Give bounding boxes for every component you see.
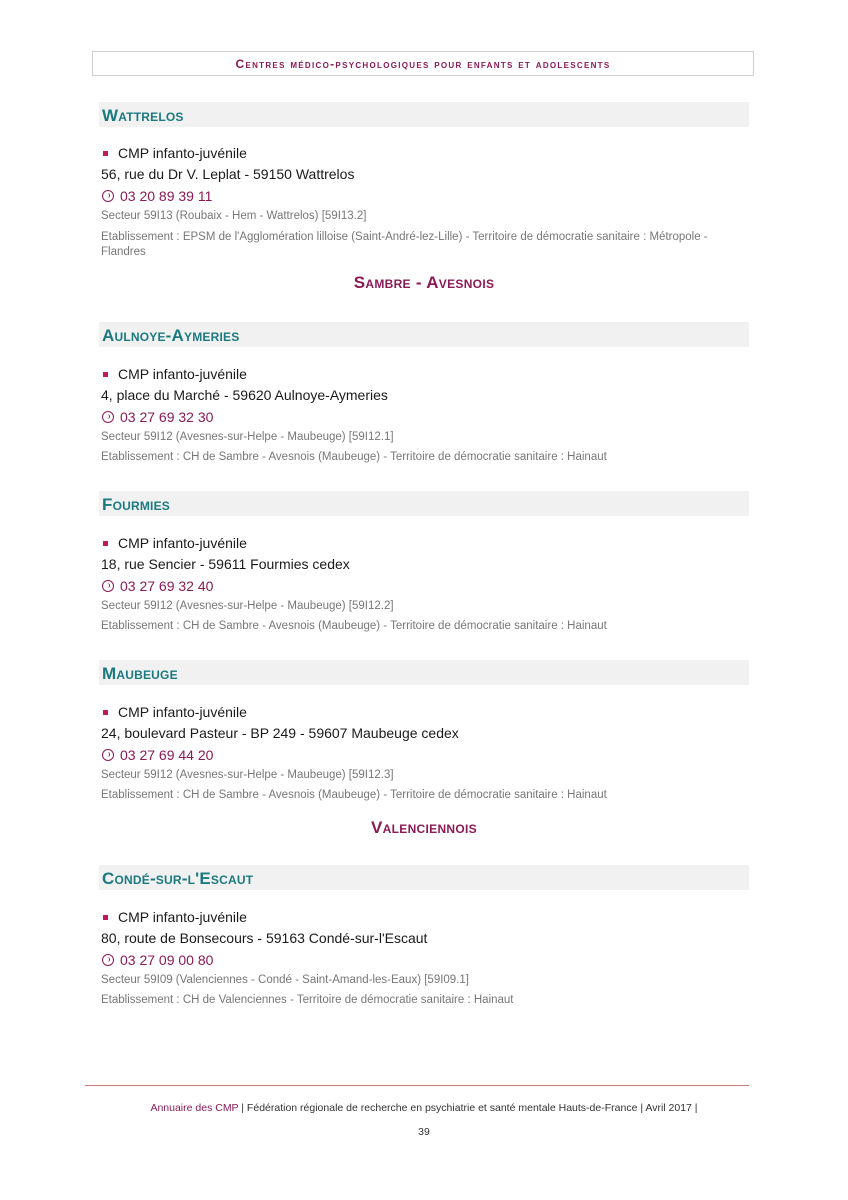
section-title-sambre: Sambre - Avesnois [353, 273, 495, 292]
bullet-icon [103, 372, 108, 377]
bullet-icon [103, 710, 108, 715]
phone-icon [102, 954, 114, 966]
entry-type-label: CMP infanto-juvénile [118, 909, 247, 925]
entry-address: 4, place du Marché - 59620 Aulnoye-Aymeries [101, 387, 388, 403]
phone-number[interactable]: 03 20 89 39 11 [120, 188, 213, 204]
city-heading-maubeuge [99, 660, 749, 685]
entry-address: 24, boulevard Pasteur - BP 249 - 59607 Maubeuge cedex [101, 725, 459, 741]
city-name: Condé-sur-l'Escaut [102, 869, 254, 888]
entry-type-label: CMP infanto-juvénile [118, 535, 247, 551]
entry-address: 18, rue Sencier - 59611 Fourmies cedex [101, 556, 350, 572]
entry-etablissement: Etablissement : CH de Valenciennes - Territoire de démocratie sanitaire : Hainaut [101, 994, 514, 1006]
entry-type-label: CMP infanto-juvénile [118, 704, 247, 720]
entry-type-label: CMP infanto-juvénile [118, 366, 247, 382]
page-number: 39 [418, 1126, 430, 1138]
entry-secteur: Secteur 59I09 (Valenciennes - Condé - Saint-Amand-les-Eaux) [59I09.1] [101, 974, 469, 986]
entry-type [101, 704, 247, 720]
entry-secteur: Secteur 59I12 (Avesnes-sur-Helpe - Maubeuge) [59I12.2] [101, 600, 394, 612]
phone-number[interactable]: 03 27 69 44 20 [120, 747, 214, 763]
page-footer [0, 1102, 848, 1114]
section-title-valenciennois: Valenciennois [371, 818, 477, 837]
phone-icon [102, 580, 114, 592]
entry-secteur: Secteur 59I12 (Avesnes-sur-Helpe - Maubeuge) [59I12.3] [101, 769, 394, 781]
city-heading-conde [99, 865, 749, 890]
entry-etablissement: Etablissement : CH de Sambre - Avesnois (Maubeuge) - Territoire de démocratie sanitaire : Hainaut [101, 451, 607, 463]
footer-divider [85, 1085, 749, 1086]
phone-icon [102, 411, 114, 423]
entry-type [101, 535, 247, 551]
entry-type [101, 145, 247, 161]
footer-text: | Fédération régionale de recherche en psychiatrie et santé mentale Hauts-de-France | Avril 2017 | [238, 1102, 698, 1114]
phone-number[interactable]: 03 27 09 00 80 [120, 952, 214, 968]
bullet-icon [103, 151, 108, 156]
city-name: Wattrelos [102, 106, 184, 125]
entry-etablissement: Etablissement : CH de Sambre - Avesnois (Maubeuge) - Territoire de démocratie sanitaire : Hainaut [101, 620, 607, 632]
page-header-title: Centres médico-psychologiques pour enfants et adolescents [235, 56, 611, 71]
entry-phone[interactable] [101, 188, 212, 204]
entry-type-label: CMP infanto-juvénile [118, 145, 247, 161]
entry-etablissement: Etablissement : CH de Sambre - Avesnois (Maubeuge) - Territoire de démocratie sanitaire : Hainaut [101, 789, 607, 801]
footer-brand: Annuaire des CMP [150, 1102, 239, 1114]
entry-type [101, 366, 247, 382]
entry-secteur: Secteur 59I12 (Avesnes-sur-Helpe - Maubeuge) [59I12.1] [101, 431, 394, 443]
entry-etablissement: Etablissement : EPSM de l'Agglomération lilloise (Saint-André-lez-Lille) - Territoire de démocratie sanitaire : Métropole - Flandres [101, 231, 708, 258]
city-name: Aulnoye-Aymeries [102, 326, 240, 345]
entry-phone[interactable] [101, 952, 213, 968]
entry-address: 56, rue du Dr V. Leplat - 59150 Wattrelos [101, 166, 355, 182]
city-name: Maubeuge [102, 664, 178, 683]
city-heading-wattrelos [99, 102, 749, 127]
phone-number[interactable]: 03 27 69 32 40 [120, 578, 214, 594]
entry-secteur: Secteur 59I13 (Roubaix - Hem - Wattrelos) [59I13.2] [101, 210, 367, 222]
entry-type [101, 909, 247, 925]
bullet-icon [103, 541, 108, 546]
page-header [92, 51, 754, 76]
city-heading-aulnoye [99, 322, 749, 347]
phone-icon [102, 190, 114, 202]
phone-number[interactable]: 03 27 69 32 30 [120, 409, 214, 425]
phone-icon [102, 749, 114, 761]
city-heading-fourmies [99, 491, 749, 516]
entry-address: 80, route de Bonsecours - 59163 Condé-sur-l'Escaut [101, 930, 428, 946]
entry-phone[interactable] [101, 409, 213, 425]
entry-phone[interactable] [101, 747, 213, 763]
bullet-icon [103, 915, 108, 920]
entry-phone[interactable] [101, 578, 213, 594]
city-name: Fourmies [102, 495, 170, 514]
